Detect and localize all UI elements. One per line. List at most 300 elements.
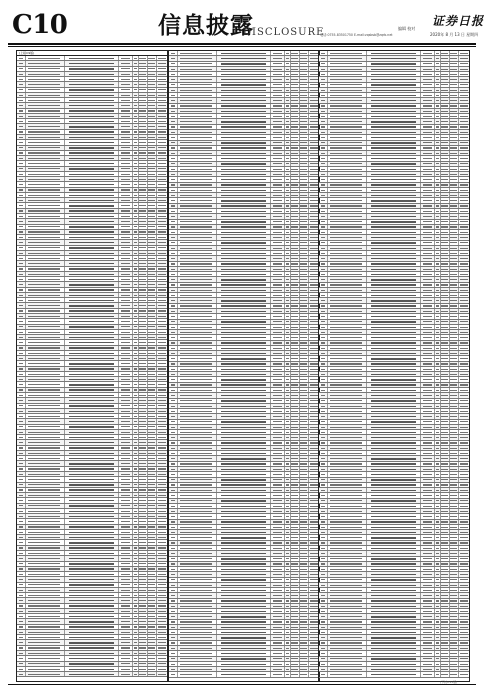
table-cell [291, 293, 300, 297]
table-cell [271, 125, 285, 129]
table-cell [178, 293, 217, 297]
table-cell [300, 183, 309, 187]
table-cell [148, 303, 157, 307]
table-cell [441, 667, 450, 671]
table-cell [139, 335, 148, 339]
table-cell [459, 509, 470, 513]
table-cell [169, 156, 178, 160]
table-cell [139, 461, 148, 465]
table-cell [139, 551, 148, 555]
table-cell [450, 77, 459, 81]
table-cell [271, 277, 285, 281]
table-cell [441, 635, 450, 639]
table-cell [319, 593, 328, 597]
table-cell [119, 651, 133, 655]
table-cell [367, 614, 421, 618]
table-cell [26, 656, 65, 660]
table-cell [328, 98, 367, 102]
table-cell [26, 662, 65, 666]
table-cell [157, 251, 168, 255]
table-cell [139, 451, 148, 455]
table-cell [65, 303, 119, 307]
table-cell [441, 293, 450, 297]
table-cell [65, 319, 119, 323]
table-cell [319, 172, 328, 176]
table-cell [328, 472, 367, 476]
table-cell [169, 667, 178, 671]
table-cell [421, 588, 435, 592]
table-cell [300, 609, 309, 613]
table-cell [148, 214, 157, 218]
table-cell [441, 346, 450, 350]
table-cell [217, 614, 271, 618]
table-cell [26, 525, 65, 529]
editor-credit: 编辑 校对 [398, 26, 416, 31]
table-cell [291, 183, 300, 187]
table-cell [119, 56, 133, 60]
table-cell [291, 309, 300, 313]
table-cell [367, 335, 421, 339]
table-cell [319, 541, 328, 545]
table-cell [450, 346, 459, 350]
table-cell [367, 456, 421, 460]
table-cell [271, 220, 285, 224]
table-cell [271, 341, 285, 345]
table-cell [217, 667, 271, 671]
table-cell [178, 562, 217, 566]
table-cell [119, 93, 133, 97]
table-cell [148, 193, 157, 197]
table-cell [291, 72, 300, 76]
table-cell [26, 272, 65, 276]
table-cell [328, 504, 367, 508]
table-cell [291, 330, 300, 334]
header-rule-thin [8, 46, 476, 47]
table-cell [421, 298, 435, 302]
table-cell [319, 209, 328, 213]
table-cell [441, 256, 450, 260]
table-cell [271, 198, 285, 202]
table-cell [421, 409, 435, 413]
table-cell [169, 557, 178, 561]
table-cell [148, 667, 157, 671]
table-cell [17, 56, 26, 60]
table-cell [319, 93, 328, 97]
table-cell [139, 146, 148, 150]
table-cell [328, 630, 367, 634]
table-cell [119, 398, 133, 402]
table-cell [421, 304, 435, 308]
table-cell [148, 472, 157, 476]
table-cell [300, 488, 309, 492]
table-cell [271, 657, 285, 661]
table-cell [148, 404, 157, 408]
table-cell [26, 182, 65, 186]
table-cell [217, 657, 271, 661]
table-cell [459, 320, 470, 324]
table-cell [271, 409, 285, 413]
table-cell [441, 288, 450, 292]
table-cell [148, 477, 157, 481]
table-cell [178, 635, 217, 639]
table-cell [65, 546, 119, 550]
table-cell [459, 667, 470, 671]
table-cell [441, 583, 450, 587]
table-cell [328, 588, 367, 592]
table-cell [328, 451, 367, 455]
table-cell [291, 541, 300, 545]
table-cell [17, 282, 26, 286]
table-cell [17, 177, 26, 181]
table-cell [65, 325, 119, 329]
table-cell [178, 557, 217, 561]
table-cell [367, 320, 421, 324]
table-cell [421, 472, 435, 476]
table-cell [157, 440, 168, 444]
table-cell [319, 414, 328, 418]
table-cell [291, 372, 300, 376]
table-cell [450, 109, 459, 113]
table-cell [148, 414, 157, 418]
table-cell [441, 104, 450, 108]
table-cell [459, 578, 470, 582]
table-cell [328, 341, 367, 345]
table-cell [441, 625, 450, 629]
table-cell [459, 388, 470, 392]
table-cell [367, 662, 421, 666]
table-cell [169, 488, 178, 492]
table-cell [319, 272, 328, 276]
table-cell [17, 72, 26, 76]
table-cell [65, 572, 119, 576]
table-cell [271, 241, 285, 245]
table-cell [169, 209, 178, 213]
table-cell [17, 519, 26, 523]
table-cell [459, 425, 470, 429]
table-cell [271, 177, 285, 181]
table-cell [441, 546, 450, 550]
table-cell [459, 77, 470, 81]
table-cell [26, 198, 65, 202]
table-cell [459, 241, 470, 245]
table-cell [17, 156, 26, 160]
table-cell [148, 56, 157, 60]
table-cell [26, 488, 65, 492]
table-cell [291, 604, 300, 608]
table-cell [119, 267, 133, 271]
table-cell [139, 309, 148, 313]
table-cell [319, 288, 328, 292]
table-cell [157, 414, 168, 418]
table-cell [26, 604, 65, 608]
table-cell [169, 572, 178, 576]
table-cell [367, 557, 421, 561]
table-cell [139, 319, 148, 323]
table-cell [450, 309, 459, 313]
table-cell [271, 320, 285, 324]
table-cell [319, 104, 328, 108]
table-cell [421, 309, 435, 313]
table-cell [291, 267, 300, 271]
table-cell [367, 530, 421, 534]
table-cell [421, 288, 435, 292]
table-cell [148, 103, 157, 107]
table-cell [319, 430, 328, 434]
table-cell [319, 141, 328, 145]
table-cell [291, 67, 300, 71]
table-cell [421, 83, 435, 87]
table-cell [291, 346, 300, 350]
table-cell [421, 225, 435, 229]
table-cell [178, 109, 217, 113]
table-cell [148, 309, 157, 313]
table-cell [421, 151, 435, 155]
table-cell [148, 388, 157, 392]
table-cell [157, 103, 168, 107]
table-cell [148, 461, 157, 465]
table-cell [17, 61, 26, 65]
table-cell [148, 609, 157, 613]
table-cell [421, 204, 435, 208]
table-cell [65, 619, 119, 623]
table-cell [178, 172, 217, 176]
table-cell [26, 456, 65, 460]
table-cell [65, 588, 119, 592]
table-cell [157, 109, 168, 113]
table-cell [450, 104, 459, 108]
table-cell [119, 319, 133, 323]
table-cell [148, 298, 157, 302]
table-cell [328, 246, 367, 250]
table-cell [148, 130, 157, 134]
table-cell [157, 488, 168, 492]
table-cell [169, 325, 178, 329]
table-cell [450, 362, 459, 366]
table-cell [119, 414, 133, 418]
table-cell [157, 519, 168, 523]
table-cell [65, 61, 119, 65]
table-cell [119, 540, 133, 544]
table-cell [17, 609, 26, 613]
table-cell [139, 414, 148, 418]
table-cell [459, 657, 470, 661]
table-cell [450, 614, 459, 618]
table-cell [157, 635, 168, 639]
table-cell [65, 77, 119, 81]
table-cell [367, 541, 421, 545]
table-cell [300, 151, 309, 155]
table-cell [65, 140, 119, 144]
table-cell [169, 293, 178, 297]
table-cell [328, 104, 367, 108]
table-cell [119, 667, 133, 671]
table-cell [450, 341, 459, 345]
table-cell [459, 599, 470, 603]
table-cell [178, 220, 217, 224]
table-cell [119, 151, 133, 155]
table-cell [300, 483, 309, 487]
table-cell [26, 319, 65, 323]
table-cell [421, 562, 435, 566]
table-cell [459, 451, 470, 455]
table-cell [148, 430, 157, 434]
table-cell [319, 504, 328, 508]
table-cell [17, 272, 26, 276]
table-cell [217, 509, 271, 513]
table-cell [217, 272, 271, 276]
table-cell [65, 130, 119, 134]
table-cell [119, 514, 133, 518]
table-cell [178, 404, 217, 408]
table-cell [26, 504, 65, 508]
table-cell [271, 514, 285, 518]
table-cell [367, 262, 421, 266]
table-cell [421, 256, 435, 260]
table-cell [300, 456, 309, 460]
table-cell [17, 461, 26, 465]
table-cell [459, 177, 470, 181]
table-cell [157, 577, 168, 581]
table-cell [300, 225, 309, 229]
table-cell [319, 604, 328, 608]
table-cell [291, 478, 300, 482]
table-cell [157, 209, 168, 213]
table-cell [328, 488, 367, 492]
table-cell [17, 382, 26, 386]
table-cell [157, 288, 168, 292]
table-cell [300, 583, 309, 587]
table-cell [291, 188, 300, 192]
table-cell [459, 583, 470, 587]
table-cell [65, 398, 119, 402]
table-cell [119, 467, 133, 471]
table-cell [421, 646, 435, 650]
table-cell [367, 630, 421, 634]
table-cell [169, 651, 178, 655]
table-cell [421, 72, 435, 76]
table-cell [319, 125, 328, 129]
table-cell [148, 109, 157, 113]
table-cell [26, 430, 65, 434]
table-cell [328, 135, 367, 139]
table-cell [65, 604, 119, 608]
table-cell [300, 651, 309, 655]
table-cell [26, 156, 65, 160]
table-cell [319, 488, 328, 492]
table-cell [65, 640, 119, 644]
table-cell [17, 546, 26, 550]
table-cell [17, 562, 26, 566]
table-cell [139, 114, 148, 118]
table-cell [328, 662, 367, 666]
table-cell [319, 177, 328, 181]
table-cell [65, 667, 119, 671]
table-cell [450, 293, 459, 297]
table-cell [148, 209, 157, 213]
table-cell [300, 325, 309, 329]
table-cell [119, 346, 133, 350]
table-cell [148, 630, 157, 634]
table-cell [300, 177, 309, 181]
table-cell [328, 667, 367, 671]
table-cell [421, 241, 435, 245]
table-cell [139, 525, 148, 529]
table-row [17, 672, 167, 677]
table-cell [178, 93, 217, 97]
table-cell [271, 462, 285, 466]
table-cell [139, 67, 148, 71]
table-cell [119, 656, 133, 660]
table-cell [319, 393, 328, 397]
table-cell [119, 303, 133, 307]
table-cell [459, 309, 470, 313]
table-cell [217, 456, 271, 460]
table-column-middle [168, 50, 320, 682]
table-cell [441, 146, 450, 150]
table-cell [441, 451, 450, 455]
table-cell [139, 625, 148, 629]
table-cell [328, 325, 367, 329]
table-cell [139, 672, 148, 676]
table-cell [148, 440, 157, 444]
table-cell [169, 367, 178, 371]
table-cell [169, 609, 178, 613]
table-cell [178, 204, 217, 208]
table-cell [26, 177, 65, 181]
table-cell [148, 77, 157, 81]
table-cell [26, 219, 65, 223]
table-cell [300, 98, 309, 102]
table-cell [441, 557, 450, 561]
table-cell [119, 372, 133, 376]
table-cell [441, 409, 450, 413]
table-cell [421, 641, 435, 645]
table-cell [319, 625, 328, 629]
table-cell [157, 672, 168, 676]
table-cell [328, 493, 367, 497]
table-cell [65, 614, 119, 618]
table-cell [291, 156, 300, 160]
table-cell [291, 125, 300, 129]
table-cell [300, 162, 309, 166]
table-cell [300, 198, 309, 202]
table-cell [441, 483, 450, 487]
table-cell [450, 204, 459, 208]
table-cell [319, 435, 328, 439]
table-cell [328, 651, 367, 655]
table-cell [119, 456, 133, 460]
table-cell [421, 546, 435, 550]
table-cell [169, 456, 178, 460]
table-cell [139, 214, 148, 218]
table-cell [291, 672, 300, 676]
table-cell [459, 588, 470, 592]
table-cell [300, 209, 309, 213]
table-cell [328, 93, 367, 97]
table-cell [65, 535, 119, 539]
table-cell [441, 525, 450, 529]
table-cell [328, 646, 367, 650]
table-cell [65, 672, 119, 676]
table-cell [217, 188, 271, 192]
table-cell [441, 630, 450, 634]
table-cell [367, 551, 421, 555]
table-cell [291, 514, 300, 518]
table-cell [367, 351, 421, 355]
table-cell [450, 572, 459, 576]
table-cell [17, 662, 26, 666]
table-cell [119, 577, 133, 581]
